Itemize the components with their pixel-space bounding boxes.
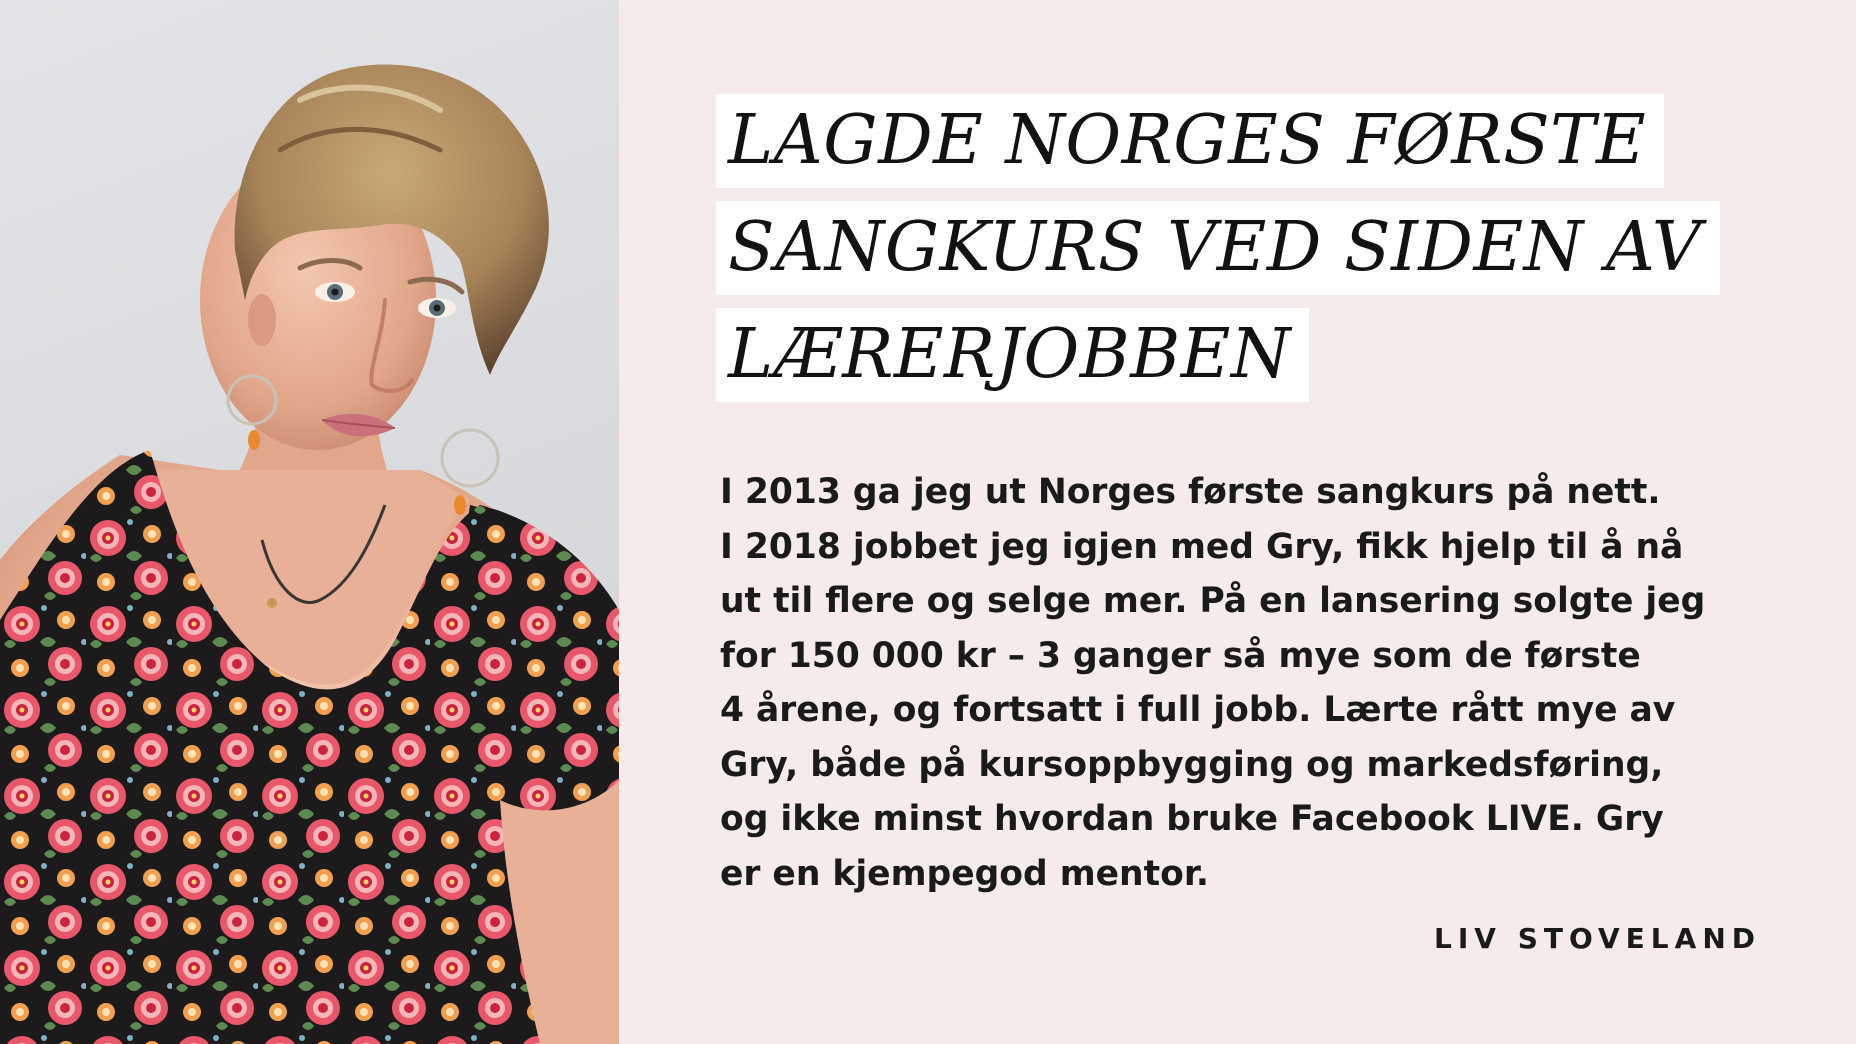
portrait-illustration [0, 0, 619, 1044]
testimonial-line-6: Gry, både på kursoppbygging og markedsføring, [720, 744, 1664, 785]
testimonial-line-4: for 150 000 kr – 3 ganger så mye som de første [720, 635, 1641, 676]
headline-line-3: LÆRERJOBBEN [716, 308, 1309, 402]
headline-line-1: LAGDE NORGES FØRSTE [716, 94, 1664, 188]
testimonial-line-3: ut til flere og selge mer. På en lansering solgte jeg [720, 581, 1706, 621]
testimonial-text [720, 465, 1760, 901]
portrait-photo [0, 0, 619, 1044]
testimonial-line-8: er en kjempegod mentor. [720, 853, 1210, 894]
testimonial-line-7: og ikke minst hvordan bruke Facebook LIVE. Gry [720, 799, 1664, 839]
testimonial-line-5: 4 årene, og fortsatt i full jobb. Lærte rått mye av [720, 690, 1676, 730]
author-name: LIV STOVELAND [1434, 922, 1761, 955]
testimonial-line-1: I 2013 ga jeg ut Norges første sangkurs på nett. [720, 472, 1661, 512]
testimonial-panel [619, 0, 1856, 1044]
headline-line-2: SANGKURS VED SIDEN AV [716, 201, 1720, 295]
testimonial-line-2: I 2018 jobbet jeg igjen med Gry, fikk hjelp til å nå [720, 526, 1684, 567]
headline [716, 94, 1720, 415]
